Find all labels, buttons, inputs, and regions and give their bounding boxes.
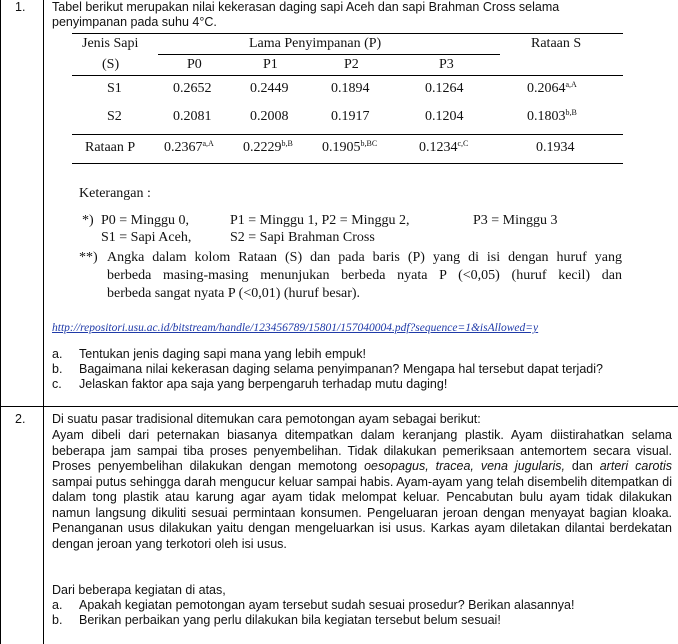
cell-s2-p1: 0.2008	[250, 109, 289, 124]
q1-intro-line2: penyimpanan pada suhu 4°C.	[52, 15, 217, 29]
header-p1: P1	[263, 57, 278, 72]
q1-a-text: Tentukan jenis daging sapi mana yang lebih empuk!	[79, 347, 366, 361]
cell-s1-p1: 0.2449	[250, 81, 289, 96]
keterangan-s2: S2 = Sapi Brahman Cross	[230, 230, 375, 245]
header-s: (S)	[102, 57, 120, 72]
q2-b-text: Berikan perbaikan yang perlu dilakukan bila kegiatan tersebut belum sesuai!	[79, 613, 501, 627]
q2-a-letter: a.	[52, 598, 63, 612]
row-divider	[1, 406, 678, 407]
source-link[interactable]: http://repositori.usu.ac.id/bitstream/handle/123456789/15801/157040004.pdf?sequence=1&isAllowed=y	[52, 322, 539, 334]
header-p0: P0	[187, 57, 202, 72]
cell-rataan-p1: $0.2229^{b,B}$	[243, 139, 293, 155]
keterangan-star-2: **)	[79, 250, 98, 265]
q2-paragraph-part2: dan	[564, 459, 600, 473]
cell-rataan-p3: $0.1234^{c,C}$	[419, 139, 469, 155]
cell-s2-p3: 0.1204	[425, 109, 464, 124]
q1-b-text: Bagaimana nilai kekerasan daging selama penyimpanan? Mengapa hal tersebut dapat terjadi?	[79, 362, 603, 376]
cell-s1-p2: 0.1894	[331, 81, 370, 96]
q2-paragraph-part1: Ayam dibeli dari peternakan biasanya ditempatkan dalam keranjang plastik. Ayam diistirahatkan selama beberapa jam sampai tiba proses penyembelihan. Tidak dilakukan pemeriksaan antemortem secara visual. Proses penyembelihan dilakukan dengan memotong	[52, 428, 672, 473]
keterangan-p0: P0 = Minggu 0,	[101, 213, 190, 228]
cell-s1-mean: $0.2064^{a,A}$	[527, 80, 577, 96]
q2-lead: Di suatu pasar tradisional ditemukan cara pemotongan ayam sebagai berikut:	[52, 412, 481, 426]
cell-s2-p0: 0.2081	[173, 109, 212, 124]
q2-b-letter: b.	[52, 613, 63, 627]
keterangan-p3: P3 = Minggu 3	[473, 213, 558, 228]
header-lama-penyimpanan: Lama Penyimpanan (P)	[249, 36, 382, 51]
table-top-rule	[72, 33, 623, 34]
q2-a-text: Apakah kegiatan pemotongan ayam tersebut sudah sesuai prosedur? Berikan alasannya!	[79, 598, 575, 612]
row-label-rataan-p: Rataan P	[85, 140, 136, 155]
header-p2: P2	[344, 57, 359, 72]
table-body-bottom-rule	[72, 134, 623, 135]
question-1-number: 1.	[15, 0, 26, 14]
keterangan-note-line2: berbeda masing-masing menunjukan berbeda nyata P (<0,05) (huruf kecil) dan	[107, 268, 622, 283]
q2-lead2: Dari beberapa kegiatan di atas,	[52, 583, 226, 597]
cell-s1-p3: 0.1264	[425, 81, 464, 96]
q2-paragraph-part3: sampai putus sehingga darah mengucur keluar sampai habis. Ayam-ayam yang telah disembelih ditempatkan di dalam tong plastik atau karung agar ayam tidak melompat keluar. Pencabutan bulu ayam tidak dilakukan namun langsung dikuliti sesuai permintaan konsumen. Pengeluaran jeroan dengan menyayat bagian kloaka. Penanganan usus dilakukan yaitu dengan mengeluarkan isi usus. Karkas ayam diletakan dilantai berdekatan dengan jeroan yang terkotori oleh isi usus.	[52, 474, 672, 551]
table-header-bottom-rule	[72, 75, 623, 76]
q1-c-letter: c.	[52, 377, 62, 391]
cell-rataan-p0: $0.2367^{a,A}$	[164, 139, 214, 155]
q1-a-letter: a.	[52, 347, 63, 361]
cell-s2-mean: $0.1803^{b,B}$	[527, 108, 577, 124]
keterangan-star-1: *)	[82, 213, 94, 228]
q2-paragraph-italic1: oesopagus, tracea, vena jugularis,	[364, 459, 565, 473]
cell-s1-p0: 0.2652	[173, 81, 212, 96]
keterangan-note-line3: berbeda sangat nyata P (<0,01) (huruf besar).	[107, 286, 361, 301]
keterangan-title: Keterangan :	[79, 186, 151, 201]
row-label-s2: S2	[107, 109, 122, 124]
q2-paragraph	[52, 428, 672, 552]
question-2-number: 2.	[15, 412, 26, 426]
q1-intro-line1: Tabel berikut merupakan nilai kekerasan daging sapi Aceh dan sapi Brahman Cross selama	[52, 0, 560, 14]
cell-s2-p2: 0.1917	[331, 109, 370, 124]
header-p3: P3	[439, 57, 454, 72]
table-bottom-rule	[72, 163, 623, 164]
header-rataan-s: Rataan S	[531, 36, 582, 51]
q2-paragraph-italic2: arteri carotis	[599, 459, 672, 473]
keterangan-s1: S1 = Sapi Aceh,	[101, 230, 192, 245]
q1-b-letter: b.	[52, 362, 63, 376]
keterangan-p1-p2: P1 = Minggu 1, P2 = Minggu 2,	[230, 213, 410, 228]
cell-rataan-p2: $0.1905^{b,BC}$	[322, 139, 378, 155]
row-label-s1: S1	[107, 81, 122, 96]
keterangan-note-line1: Angka dalam kolom Rataan (S) dan pada baris (P) yang di isi dengan huruf yang	[107, 250, 622, 265]
cell-grand-mean: 0.1934	[536, 140, 575, 155]
column-divider	[43, 0, 44, 644]
header-jenis-sapi: Jenis Sapi	[82, 36, 139, 51]
table-header-rule	[158, 54, 500, 55]
q1-c-text: Jelaskan faktor apa saja yang berpengaruh terhadap mutu daging!	[79, 377, 448, 391]
